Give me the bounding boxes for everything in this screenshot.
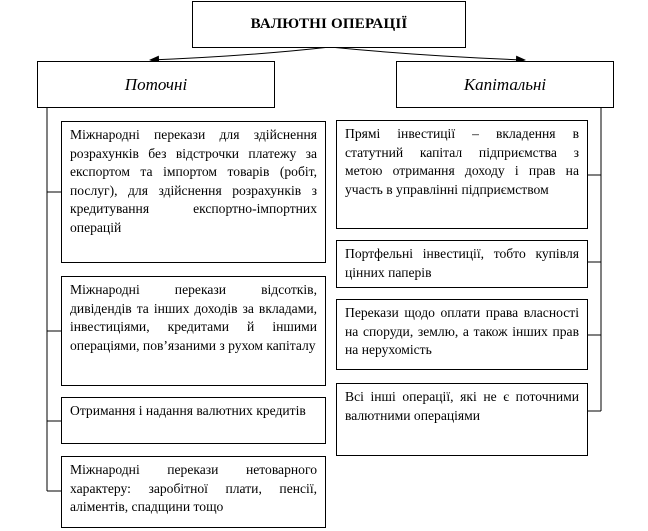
capital-item-2: Портфельні інвестиції, тобто купівля цінних паперів — [336, 240, 588, 288]
capital-item-4: Всі інші операції, які не є поточними валютними операціями — [336, 383, 588, 456]
capital-item-3: Перекази щодо оплати права власності на споруди, землю, а також інших прав на нерухомість — [336, 299, 588, 370]
arrow-to-current — [150, 47, 330, 60]
diagram-title: ВАЛЮТНІ ОПЕРАЦІЇ — [192, 1, 466, 48]
arrow-to-capital — [330, 47, 525, 60]
capital-item-1: Прямі інвестиції – вкладення в статутний капітал підприємства з метою отримання доходу і прав на участь в управлінні підприємством — [336, 120, 588, 229]
current-item-3: Отримання і надання валютних кредитів — [61, 397, 326, 444]
current-item-1: Міжнародні перекази для здійснення розрахунків без відстрочки платежу за експортом та імпортом товарів (робіт, послуг), для здійснення розрахунків з кредитування експортно-імпортних операцій — [61, 121, 326, 263]
category-capital: Капітальні — [396, 61, 614, 108]
category-current: Поточні — [37, 61, 275, 108]
current-item-4: Міжнародні перекази нетоварного характеру: заробітної плати, пенсії, аліментів, спадщини тощо — [61, 456, 326, 528]
current-item-2: Міжнародні перекази відсотків, дивідендів та інших доходів за вкладами, інвестиціями, кредитами й іншими операціями, пов’язаними з рухом капіталу — [61, 276, 326, 386]
